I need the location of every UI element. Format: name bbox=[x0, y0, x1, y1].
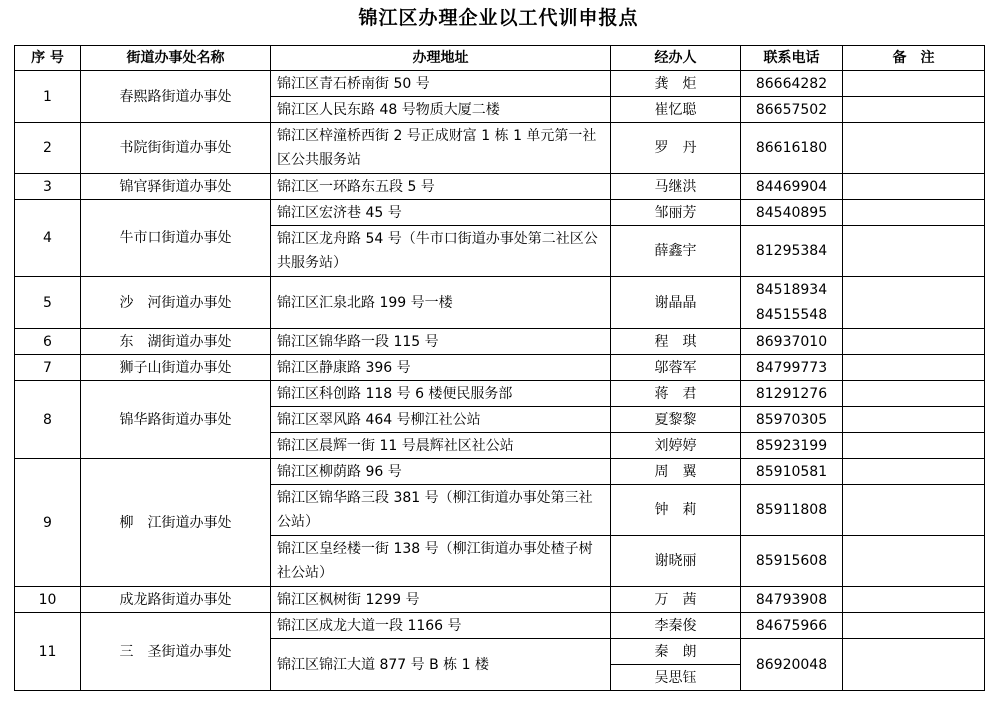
cell-phone: 85910581 bbox=[741, 459, 843, 485]
cell-office: 狮子山街道办事处 bbox=[81, 355, 271, 381]
cell-remark bbox=[843, 639, 985, 691]
cell-no: 1 bbox=[15, 71, 81, 123]
cell-remark bbox=[843, 277, 985, 329]
cell-phone: 84799773 bbox=[741, 355, 843, 381]
cell-remark bbox=[843, 407, 985, 433]
cell-handler: 李秦俊 bbox=[611, 613, 741, 639]
cell-address: 锦江区翠风路 464 号柳江社公站 bbox=[271, 407, 611, 433]
header-handler: 经办人 bbox=[611, 46, 741, 71]
cell-office: 柳 江街道办事处 bbox=[81, 459, 271, 587]
cell-address: 锦江区科创路 118 号 6 楼便民服务部 bbox=[271, 381, 611, 407]
cell-address: 锦江区枫树街 1299 号 bbox=[271, 587, 611, 613]
cell-phone: 86616180 bbox=[741, 123, 843, 174]
cell-remark bbox=[843, 536, 985, 587]
cell-office: 沙 河街道办事处 bbox=[81, 277, 271, 329]
table-row bbox=[15, 613, 985, 639]
cell-remark bbox=[843, 381, 985, 407]
cell-handler: 罗 丹 bbox=[611, 123, 741, 174]
cell-phone: 84469904 bbox=[741, 174, 843, 200]
header-address: 办理地址 bbox=[271, 46, 611, 71]
cell-remark bbox=[843, 174, 985, 200]
table-row bbox=[15, 459, 985, 485]
table-header-row bbox=[15, 46, 985, 71]
cell-handler: 薛鑫宇 bbox=[611, 226, 741, 277]
table-row bbox=[15, 277, 985, 303]
cell-address: 锦江区龙舟路 54 号（牛市口街道办事处第二社区公共服务站） bbox=[271, 226, 611, 277]
cell-handler: 崔忆聪 bbox=[611, 97, 741, 123]
header-phone: 联系电话 bbox=[741, 46, 843, 71]
cell-phone: 84540895 bbox=[741, 200, 843, 226]
cell-no: 7 bbox=[15, 355, 81, 381]
cell-phone: 86664282 bbox=[741, 71, 843, 97]
cell-phone: 86657502 bbox=[741, 97, 843, 123]
service-points-table bbox=[14, 45, 985, 691]
cell-phone: 84675966 bbox=[741, 613, 843, 639]
table-row bbox=[15, 587, 985, 613]
cell-address: 锦江区柳荫路 96 号 bbox=[271, 459, 611, 485]
cell-handler: 周 翼 bbox=[611, 459, 741, 485]
cell-handler: 秦 朗 bbox=[611, 639, 741, 665]
cell-address: 锦江区静康路 396 号 bbox=[271, 355, 611, 381]
cell-office: 锦官驿街道办事处 bbox=[81, 174, 271, 200]
table-row bbox=[15, 381, 985, 407]
header-no: 序 号 bbox=[15, 46, 81, 71]
header-remark: 备 注 bbox=[843, 46, 985, 71]
cell-handler: 谢晓丽 bbox=[611, 536, 741, 587]
cell-handler: 龚 炬 bbox=[611, 71, 741, 97]
cell-remark bbox=[843, 355, 985, 381]
cell-phone: 81295384 bbox=[741, 226, 843, 277]
cell-address: 锦江区锦华路三段 381 号（柳江街道办事处第三社公站） bbox=[271, 485, 611, 536]
cell-handler: 万 茜 bbox=[611, 587, 741, 613]
cell-phone: 85911808 bbox=[741, 485, 843, 536]
table-row bbox=[15, 174, 985, 200]
cell-phone: 85970305 bbox=[741, 407, 843, 433]
cell-remark bbox=[843, 226, 985, 277]
cell-no: 4 bbox=[15, 200, 81, 277]
cell-handler: 邹丽芳 bbox=[611, 200, 741, 226]
cell-office: 锦华路街道办事处 bbox=[81, 381, 271, 459]
header-office: 街道办事处名称 bbox=[81, 46, 271, 71]
cell-handler: 钟 莉 bbox=[611, 485, 741, 536]
cell-address: 锦江区青石桥南街 50 号 bbox=[271, 71, 611, 97]
cell-handler: 谢晶晶 bbox=[611, 277, 741, 329]
cell-phone: 86937010 bbox=[741, 329, 843, 355]
cell-address: 锦江区锦江大道 877 号 B 栋 1 楼 bbox=[271, 639, 611, 691]
table-row bbox=[15, 71, 985, 97]
cell-no: 10 bbox=[15, 587, 81, 613]
cell-remark bbox=[843, 71, 985, 97]
cell-no: 8 bbox=[15, 381, 81, 459]
cell-office: 东 湖街道办事处 bbox=[81, 329, 271, 355]
cell-address: 锦江区一环路东五段 5 号 bbox=[271, 174, 611, 200]
cell-address: 锦江区成龙大道一段 1166 号 bbox=[271, 613, 611, 639]
cell-remark bbox=[843, 459, 985, 485]
cell-no: 3 bbox=[15, 174, 81, 200]
cell-remark bbox=[843, 433, 985, 459]
cell-address: 锦江区汇泉北路 199 号一楼 bbox=[271, 277, 611, 329]
cell-office: 春熙路街道办事处 bbox=[81, 71, 271, 123]
cell-remark bbox=[843, 485, 985, 536]
cell-phone-2: 84515548 bbox=[741, 303, 843, 329]
cell-handler: 蒋 君 bbox=[611, 381, 741, 407]
cell-handler: 吴思钰 bbox=[611, 665, 741, 691]
page-title: 锦江区办理企业以工代训申报点 bbox=[358, 7, 639, 29]
table-row bbox=[15, 329, 985, 355]
table-row bbox=[15, 200, 985, 226]
cell-handler: 邬蓉军 bbox=[611, 355, 741, 381]
cell-no: 2 bbox=[15, 123, 81, 174]
cell-remark bbox=[843, 97, 985, 123]
cell-remark bbox=[843, 587, 985, 613]
cell-remark bbox=[843, 329, 985, 355]
cell-phone: 85915608 bbox=[741, 536, 843, 587]
cell-phone: 84793908 bbox=[741, 587, 843, 613]
cell-handler: 夏黎黎 bbox=[611, 407, 741, 433]
cell-handler: 马继洪 bbox=[611, 174, 741, 200]
cell-phone: 86920048 bbox=[741, 639, 843, 691]
table-row bbox=[15, 355, 985, 381]
cell-office: 牛市口街道办事处 bbox=[81, 200, 271, 277]
cell-remark bbox=[843, 613, 985, 639]
cell-phone: 81291276 bbox=[741, 381, 843, 407]
cell-address: 锦江区皇经楼一街 138 号（柳江街道办事处楂子树社公站） bbox=[271, 536, 611, 587]
cell-address: 锦江区晨辉一街 11 号晨辉社区社公站 bbox=[271, 433, 611, 459]
table-row bbox=[15, 123, 985, 174]
cell-office: 书院街街道办事处 bbox=[81, 123, 271, 174]
cell-no: 9 bbox=[15, 459, 81, 587]
cell-office: 三 圣街道办事处 bbox=[81, 613, 271, 691]
cell-phone: 85923199 bbox=[741, 433, 843, 459]
cell-no: 6 bbox=[15, 329, 81, 355]
cell-handler: 刘婷婷 bbox=[611, 433, 741, 459]
cell-handler: 程 琪 bbox=[611, 329, 741, 355]
cell-office: 成龙路街道办事处 bbox=[81, 587, 271, 613]
cell-address: 锦江区人民东路 48 号物质大厦二楼 bbox=[271, 97, 611, 123]
cell-remark bbox=[843, 200, 985, 226]
cell-no: 11 bbox=[15, 613, 81, 691]
cell-remark bbox=[843, 123, 985, 174]
cell-address: 锦江区锦华路一段 115 号 bbox=[271, 329, 611, 355]
cell-address: 锦江区梓潼桥西街 2 号正成财富 1 栋 1 单元第一社区公共服务站 bbox=[271, 123, 611, 174]
cell-no: 5 bbox=[15, 277, 81, 329]
cell-address: 锦江区宏济巷 45 号 bbox=[271, 200, 611, 226]
cell-phone: 84518934 bbox=[741, 277, 843, 303]
